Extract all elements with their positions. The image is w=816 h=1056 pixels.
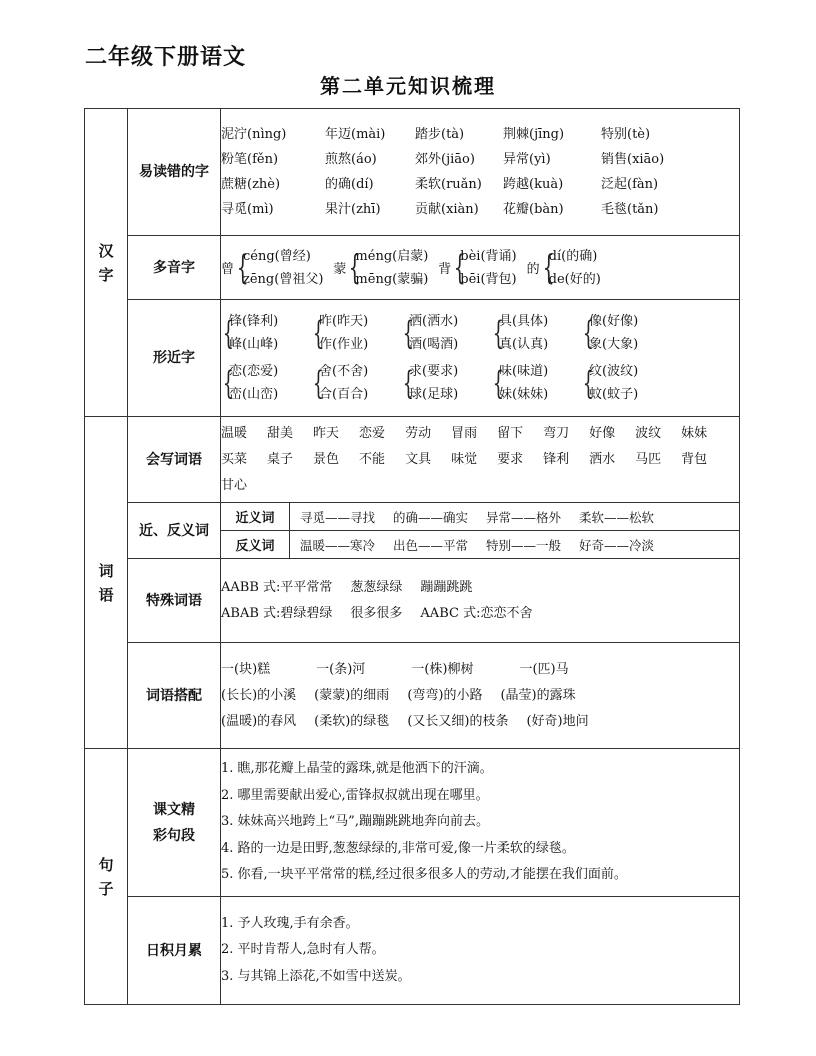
brace-icon: { — [492, 314, 504, 352]
word: 温暖 — [221, 425, 248, 441]
special-word: AABB 式:平平常常 — [221, 579, 333, 595]
polyphonic-readings — [355, 245, 428, 291]
similar-char: 真(认真) — [499, 337, 549, 352]
collocation: (弯弯)的小路 — [407, 687, 483, 703]
synonym-pair: 的确——确实 — [393, 509, 469, 525]
page-title: 第二单元知识梳理 — [320, 74, 496, 98]
brace-icon: { — [349, 247, 362, 288]
antonym-pair: 好奇——冷淡 — [579, 537, 655, 553]
word: 好像 — [589, 425, 616, 441]
label-special: 特殊词语 — [128, 559, 221, 643]
similar-chars — [319, 310, 368, 356]
collocation: (晶莹)的露珠 — [500, 687, 576, 703]
label-collocation: 词语搭配 — [128, 643, 221, 749]
similar-char: 求(要求) — [409, 364, 459, 379]
similar-char: 具(具体) — [499, 314, 549, 329]
pinyin-item: 年迈(mài) — [325, 126, 386, 142]
word: 味觉 — [451, 451, 478, 467]
pinyin-item: 泛起(fàn) — [601, 176, 659, 192]
word: 波纹 — [635, 425, 662, 441]
brace-icon: { — [582, 314, 594, 352]
brace-icon: { — [312, 314, 324, 352]
similar-char: 合(百合) — [319, 387, 369, 402]
brace-icon: { — [402, 364, 414, 402]
similar-chars — [499, 360, 548, 406]
similar-content — [221, 300, 740, 417]
collocation: (长长)的小溪 — [221, 687, 297, 703]
polyphonic-content — [221, 236, 740, 300]
polyphonic-group — [438, 245, 516, 291]
brace-icon: { — [402, 314, 414, 352]
similar-char: 恋(恋爱) — [229, 364, 279, 379]
word: 背包 — [681, 451, 708, 467]
brace-icon: { — [492, 364, 504, 402]
polyphonic-group — [527, 245, 601, 291]
word: 冒雨 — [451, 425, 478, 441]
polyphonic-char: 的 — [526, 262, 540, 277]
word: 留下 — [497, 425, 524, 441]
pinyin-item: 柔软(ruǎn) — [415, 176, 482, 192]
pinyin-item: 花瓣(bàn) — [503, 201, 564, 217]
polyphonic-group — [333, 245, 428, 291]
brace-icon: { — [222, 314, 234, 352]
brace-icon: { — [582, 364, 594, 402]
similar-char: 球(足球) — [409, 387, 459, 402]
reading: méng(启蒙) — [355, 248, 429, 264]
saying: 3. 与其锦上添花,不如雪中送炭。 — [221, 968, 411, 984]
label-passages: 课文精 彩句段 — [128, 749, 221, 897]
sentence: 5. 你看,一块平平常常的糕,经过很多很多人的劳动,才能摆在我们面前。 — [221, 867, 627, 883]
similar-chars — [319, 360, 368, 406]
collocation: 一(匹)马 — [519, 661, 569, 677]
pinyin-item: 销售(xiāo) — [601, 151, 665, 167]
section-juzi: 句 子 — [85, 749, 128, 1005]
word: 桌子 — [267, 451, 294, 467]
reading: mēng(蒙骗) — [355, 271, 429, 287]
polyphonic-char: 曾 — [221, 262, 235, 277]
pinyin-item: 寻觅(mì) — [221, 201, 274, 217]
pinyin-item: 荆棘(jīng) — [503, 126, 565, 142]
word: 买菜 — [221, 451, 248, 467]
similar-char: 纹(波纹) — [589, 364, 639, 379]
similar-pair — [491, 360, 581, 406]
polyphonic-readings — [549, 245, 601, 291]
label-syn-ant: 近、反义词 — [128, 503, 221, 559]
word: 景色 — [313, 451, 340, 467]
brace-icon: { — [312, 364, 324, 402]
similar-char: 昨(昨天) — [319, 314, 369, 329]
reading: céng(曾经) — [243, 248, 311, 264]
polyphonic-group — [221, 245, 323, 291]
word: 弯刀 — [543, 425, 570, 441]
word: 马匹 — [635, 451, 662, 467]
similar-pair — [311, 360, 401, 406]
label-polyphonic: 多音字 — [128, 236, 221, 300]
similar-pair — [401, 360, 491, 406]
collocation-content — [221, 643, 740, 749]
similar-chars — [229, 310, 278, 356]
collocation: (温暖)的春风 — [221, 713, 297, 729]
brace-icon: { — [542, 247, 555, 288]
word: 锋利 — [543, 451, 570, 467]
doc-title: 二年级下册语文 — [85, 45, 247, 70]
collocation: (又长又细)的枝条 — [407, 713, 509, 729]
synonym-pair: 柔软——松软 — [579, 509, 655, 525]
antonym-row — [221, 531, 739, 558]
sentence: 2. 哪里需要献出爱心,雷锋叔叔就出现在哪里。 — [221, 787, 489, 803]
similar-char: 味(味道) — [499, 364, 549, 379]
similar-char: 峰(山峰) — [229, 337, 279, 352]
antonym-pair: 特别——一般 — [486, 537, 562, 553]
antonym-pair: 温暖——寒冷 — [300, 537, 376, 553]
reading: zēng(曾祖父) — [243, 271, 324, 287]
reading: bēi(背包) — [460, 271, 517, 287]
collocation: 一(条)河 — [316, 661, 366, 677]
easy-misread-content — [221, 109, 740, 236]
similar-chars — [499, 310, 548, 356]
word: 妹妹 — [681, 425, 708, 441]
saying: 2. 平时肯帮人,急时有人帮。 — [221, 942, 385, 958]
pinyin-item: 煎熬(áo) — [325, 151, 377, 167]
label-similar: 形近字 — [128, 300, 221, 417]
collocation: 一(块)糕 — [221, 661, 271, 677]
similar-char: 蚊(蚊子) — [589, 387, 639, 402]
synonym-pair: 异常——格外 — [486, 509, 562, 525]
label-write-words: 会写词语 — [128, 417, 221, 503]
similar-pair — [581, 360, 671, 406]
knowledge-table — [84, 108, 740, 1005]
sentence: 4. 路的一边是田野,葱葱绿绿的,非常可爱,像一片柔软的绿毯。 — [221, 840, 575, 856]
pinyin-item: 贡献(xiàn) — [415, 201, 479, 217]
saying: 1. 予人玫瑰,手有余香。 — [221, 915, 359, 931]
write-words-content — [221, 417, 740, 503]
sentence: 3. 妹妹高兴地跨上“马”,蹦蹦跳跳地奔向前去。 — [221, 814, 489, 830]
similar-char: 象(大象) — [589, 337, 639, 352]
similar-pair — [401, 310, 491, 356]
pinyin-item: 跨越(kuà) — [503, 176, 564, 192]
polyphonic-char: 蒙 — [333, 262, 347, 277]
pinyin-item: 泥泞(nìng) — [221, 126, 287, 142]
daily-content — [221, 897, 740, 1005]
synonym-label: 近义词 — [221, 503, 290, 530]
syn-ant-content — [221, 503, 740, 559]
antonym-pair: 出色——平常 — [393, 537, 469, 553]
special-word: 很多很多 — [350, 605, 403, 621]
similar-char: 妹(妹妹) — [499, 387, 549, 402]
collocation: (蒙蒙)的细雨 — [314, 687, 390, 703]
similar-chars — [589, 360, 638, 406]
word: 洒水 — [589, 451, 616, 467]
similar-char: 峦(山峦) — [229, 387, 279, 402]
similar-pair — [221, 360, 311, 406]
special-word: ABAB 式:碧绿碧绿 — [221, 605, 333, 621]
brace-icon: { — [236, 247, 249, 288]
pinyin-item: 果汁(zhī) — [325, 201, 381, 217]
pinyin-item: 蔗糖(zhè) — [221, 176, 281, 192]
similar-pair — [491, 310, 581, 356]
reading: dí(的确) — [548, 248, 598, 264]
word: 甘心 — [221, 477, 248, 493]
similar-char: 作(作业) — [319, 337, 369, 352]
passages-content — [221, 749, 740, 897]
special-word: 葱葱绿绿 — [350, 579, 403, 595]
polyphonic-readings — [243, 245, 323, 291]
similar-char: 舍(不舍) — [319, 364, 369, 379]
section-ciyu: 词 语 — [85, 417, 128, 749]
pinyin-item: 郊外(jiāo) — [415, 151, 475, 167]
special-content — [221, 559, 740, 643]
label-easy-misread: 易读错的字 — [128, 109, 221, 236]
sentence: 1. 瞧,那花瓣上晶莹的露珠,就是他洒下的汗滴。 — [221, 761, 493, 777]
pinyin-item: 粉笔(fěn) — [221, 151, 279, 167]
brace-icon: { — [454, 247, 466, 288]
special-word: 蹦蹦跳跳 — [420, 579, 473, 595]
similar-chars — [409, 310, 458, 356]
pinyin-item: 异常(yì) — [503, 151, 551, 167]
word: 昨天 — [313, 425, 340, 441]
similar-chars — [589, 310, 638, 356]
similar-char: 酒(喝酒) — [409, 337, 459, 352]
similar-chars — [409, 360, 458, 406]
word: 甜美 — [267, 425, 294, 441]
word: 要求 — [497, 451, 524, 467]
word: 劳动 — [405, 425, 432, 441]
pinyin-item: 的确(dí) — [325, 176, 374, 192]
similar-char: 像(好像) — [589, 314, 639, 329]
antonym-label: 反义词 — [221, 531, 290, 558]
section-hanzi: 汉 字 — [85, 109, 128, 417]
word: 不能 — [359, 451, 386, 467]
word: 文具 — [405, 451, 432, 467]
word: 恋爱 — [359, 425, 386, 441]
synonym-pair: 寻觅——寻找 — [300, 509, 376, 525]
pinyin-item: 特别(tè) — [601, 126, 651, 142]
label-daily: 日积月累 — [128, 897, 221, 1005]
collocation: (柔软)的绿毯 — [314, 713, 390, 729]
pinyin-item: 毛毯(tǎn) — [601, 201, 659, 217]
special-word: AABC 式:恋恋不舍 — [420, 605, 533, 621]
similar-pair — [581, 310, 671, 356]
similar-pair — [221, 310, 311, 356]
reading: de(好的) — [548, 271, 601, 287]
synonym-row — [221, 503, 739, 531]
brace-icon: { — [222, 364, 234, 402]
similar-pair — [311, 310, 401, 356]
similar-char: 锋(锋利) — [229, 314, 279, 329]
collocation: 一(株)柳树 — [411, 661, 474, 677]
pinyin-item: 踏步(tà) — [415, 126, 465, 142]
reading: bèi(背诵) — [460, 248, 517, 264]
similar-char: 洒(洒水) — [409, 314, 459, 329]
polyphonic-char: 背 — [438, 262, 452, 277]
collocation: (好奇)地问 — [526, 713, 589, 729]
similar-chars — [229, 360, 278, 406]
polyphonic-readings — [460, 245, 516, 291]
